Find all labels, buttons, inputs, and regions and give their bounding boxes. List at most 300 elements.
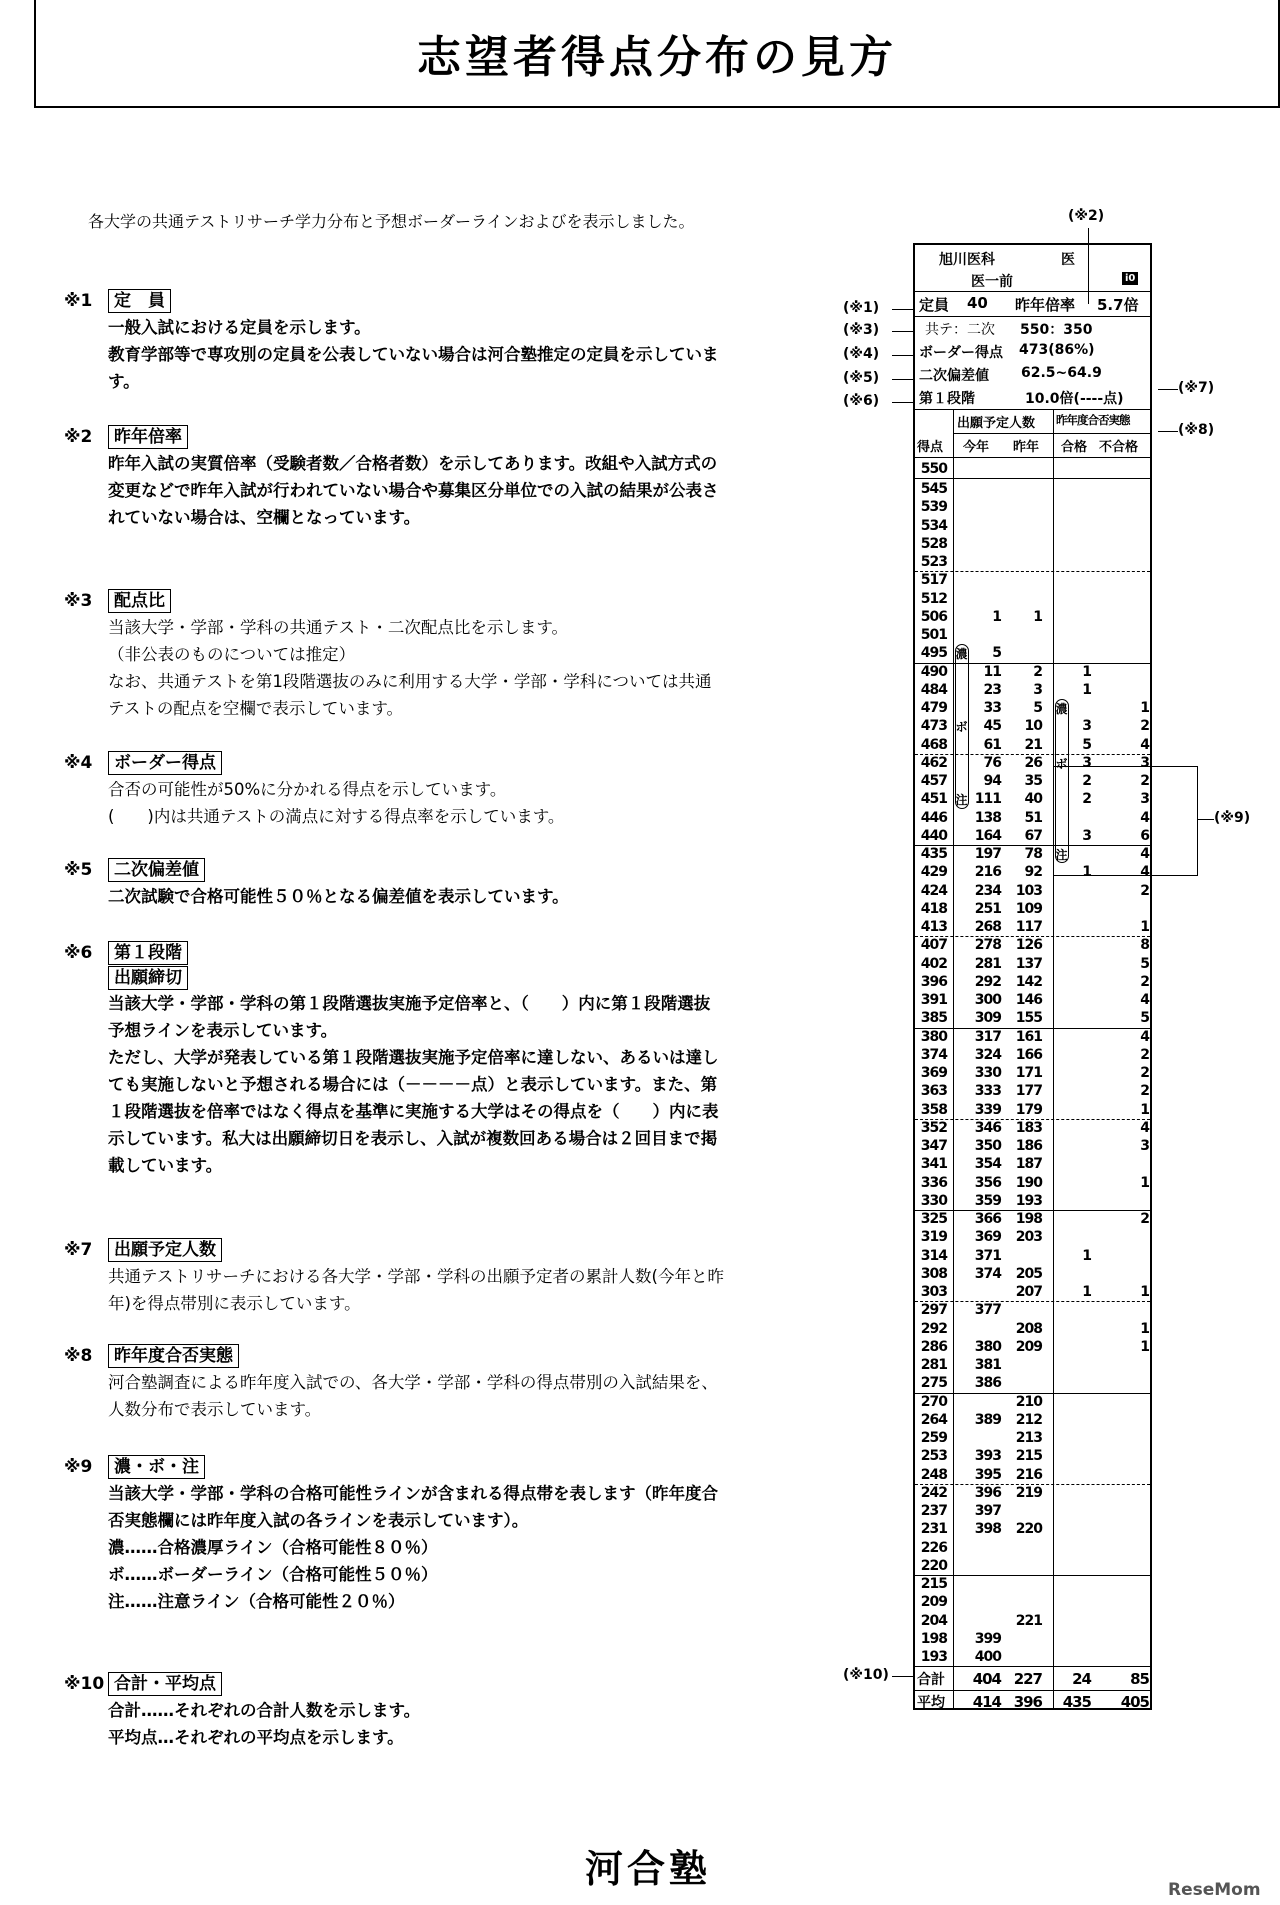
section-label: 合計・平均点 <box>108 1672 222 1696</box>
failed-cell <box>1105 1228 1149 1246</box>
passed-cell <box>1071 991 1091 1009</box>
applicants-this-year-cell: 1 <box>992 608 1001 625</box>
applicants-this-year-cell: 23 <box>983 681 1001 698</box>
section-number: ※2 <box>64 427 93 447</box>
failed-cell <box>1105 1447 1149 1465</box>
section-number: ※4 <box>64 753 93 773</box>
failed-cell: 1 <box>1140 1284 1149 1300</box>
total-divider <box>915 1666 1150 1667</box>
failed-cell <box>1105 626 1149 644</box>
passed-cell <box>1071 1082 1091 1100</box>
section-body: 濃……合格濃厚ライン（合格可能性８０％） <box>108 1538 438 1557</box>
section-number: ※5 <box>64 860 93 880</box>
section-label: ボーダー得点 <box>108 751 222 775</box>
passed-cell <box>1071 590 1091 608</box>
failed-cell <box>1105 480 1149 498</box>
failed-cell <box>1105 1374 1149 1392</box>
passed-cell: 2 <box>1082 791 1091 808</box>
applicants-this-year-cell: 5 <box>992 645 1001 662</box>
passed-cell: 1 <box>1082 663 1091 680</box>
applicants-this-year-cell <box>971 1557 1001 1575</box>
applicants-last-year-cell <box>1006 1502 1042 1520</box>
section-2 <box>64 424 724 531</box>
faculty-name: 医 <box>1061 252 1075 268</box>
score-cell: 347 <box>920 1138 947 1154</box>
section-label: 濃・ボ・注 <box>108 1455 205 1479</box>
passed-cell <box>1071 1356 1091 1374</box>
applicants-last-year-cell: 166 <box>1015 1046 1042 1063</box>
failed-cell: 2 <box>1140 1065 1149 1081</box>
applicants-last-year-cell: 187 <box>1015 1156 1042 1173</box>
score-top: 550 <box>920 461 947 477</box>
failed-cell: 4 <box>1140 1028 1149 1045</box>
applicants-this-year-cell: 11 <box>983 663 1001 680</box>
applicants-last-year-cell: 215 <box>1015 1448 1042 1465</box>
callout-9: (※9) <box>1214 810 1251 826</box>
stage1-value: 10.0倍(----点) <box>1025 391 1124 407</box>
passed-cell: 1 <box>1082 1247 1091 1264</box>
failed-cell: 5 <box>1140 955 1149 972</box>
passed-cell <box>1071 918 1091 936</box>
applicants-last-year-cell <box>1006 1539 1042 1557</box>
failed-cell: 2 <box>1140 973 1149 990</box>
applicants-this-year-cell <box>971 1320 1001 1338</box>
section-body: ただし、大学が発表している第１段階選抜実施予定倍率に達しない、あるいは達しても実施しないと予想される場合には（－－－－点）と表示しています。また、第１段階選抜を倍率ではなく得点を基準に実施する大学はその得点を（ ）内に表示しています。私大は出願締切日を表示し、入試が複数回ある場合は２回目まで掲載しています。 <box>108 1048 719 1175</box>
score-cell: 539 <box>920 499 947 516</box>
failed-cell <box>1105 1520 1149 1538</box>
section-label: 昨年倍率 <box>108 425 188 449</box>
failed-cell <box>1105 590 1149 608</box>
passed-cell <box>1071 1119 1091 1137</box>
passed-cell <box>1071 1520 1091 1538</box>
score-cell: 391 <box>920 992 947 1008</box>
total-cell: 85 <box>1130 1670 1149 1689</box>
score-cell: 451 <box>920 791 947 808</box>
section-number: ※9 <box>64 1457 93 1477</box>
applicants-this-year-cell: 76 <box>983 754 1001 771</box>
passed-cell <box>1071 1064 1091 1082</box>
passed-cell <box>1071 882 1091 900</box>
section-5 <box>64 857 724 910</box>
passed-cell <box>1071 1046 1091 1064</box>
score-cell: 352 <box>920 1119 947 1136</box>
score-cell: 237 <box>920 1503 947 1519</box>
failed-cell <box>1105 608 1149 626</box>
failed-cell <box>1105 535 1149 553</box>
callout-4: (※4) <box>843 346 880 362</box>
callout-6: (※6) <box>843 393 880 409</box>
failed-cell <box>1105 498 1149 516</box>
score-cell: 281 <box>920 1357 947 1373</box>
applicants-last-year-cell: 3 <box>1033 681 1042 698</box>
passed-cell <box>1071 1265 1091 1283</box>
failed-cell <box>1105 1612 1149 1630</box>
applicants-last-year-cell: 190 <box>1015 1174 1042 1191</box>
applicants-this-year-cell <box>971 1283 1001 1301</box>
applicants-last-year-cell <box>1006 553 1042 571</box>
passed-cell <box>1071 1502 1091 1520</box>
sample-table <box>913 243 1152 1710</box>
university-name: 旭川医科 <box>939 252 995 268</box>
applicants-this-year-cell <box>971 1575 1001 1593</box>
applicants-last-year-cell: 161 <box>1015 1028 1042 1045</box>
score-cell: 380 <box>920 1028 947 1045</box>
applicants-this-year-cell: 350 <box>974 1138 1001 1154</box>
column-divider <box>953 409 954 1708</box>
score-cell: 501 <box>920 627 947 643</box>
section-6 <box>64 940 724 1179</box>
applicants-last-year-cell: 155 <box>1015 1010 1042 1027</box>
score-cell: 473 <box>920 718 947 735</box>
score-cell: 468 <box>920 736 947 753</box>
applicants-this-year-cell: 393 <box>974 1448 1001 1465</box>
failed-cell: 5 <box>1140 1010 1149 1027</box>
hdr-applicants: 出願予定人数 <box>957 416 1036 431</box>
avg-cell: 405 <box>1120 1693 1149 1712</box>
failed-cell <box>1105 681 1149 699</box>
failed-cell <box>1105 663 1149 681</box>
section-header <box>64 1671 724 1697</box>
passed-cell <box>1071 1630 1091 1648</box>
hensachi-value: 62.5~64.9 <box>1021 365 1102 381</box>
failed-cell: 1 <box>1140 1338 1149 1355</box>
failed-cell <box>1105 1539 1149 1557</box>
score-cell: 374 <box>920 1046 947 1063</box>
applicants-last-year-cell <box>1006 1557 1042 1575</box>
callout-line <box>892 402 914 403</box>
failed-cell: 4 <box>1140 1119 1149 1136</box>
applicants-last-year-cell: 51 <box>1024 809 1042 826</box>
failed-cell: 3 <box>1140 1138 1149 1154</box>
applicants-last-year-cell: 203 <box>1015 1229 1042 1246</box>
section-body: 当該大学・学部・学科の第１段階選抜実施予定倍率と、（ ）内に第１段階選抜予想ラインを表示しています。 <box>108 994 711 1040</box>
passed-cell: 3 <box>1082 718 1091 735</box>
failed-cell <box>1105 517 1149 535</box>
score-cell: 402 <box>920 955 947 972</box>
applicants-last-year-cell: 193 <box>1015 1192 1042 1209</box>
applicants-this-year-cell: 346 <box>974 1119 1001 1136</box>
callout-line <box>892 1676 914 1677</box>
applicants-last-year-cell: 137 <box>1015 955 1042 972</box>
applicants-last-year-cell: 207 <box>1015 1284 1042 1300</box>
hdr-this-year: 今年 <box>963 440 990 455</box>
applicants-this-year-cell <box>971 1429 1001 1447</box>
applicants-last-year-cell: 179 <box>1015 1101 1042 1118</box>
applicants-this-year-cell: 330 <box>974 1065 1001 1081</box>
applicants-this-year-cell: 251 <box>974 900 1001 917</box>
applicants-this-year-cell: 397 <box>974 1503 1001 1519</box>
hdr-last-year: 昨年 <box>1013 440 1040 455</box>
applicants-this-year-cell: 94 <box>983 773 1001 789</box>
applicants-this-year-cell: 138 <box>974 809 1001 826</box>
score-cell: 479 <box>920 700 947 716</box>
hdr-fail: 不合格 <box>1099 440 1139 455</box>
callout-3: (※3) <box>843 322 880 338</box>
section-label: 定 員 <box>108 289 171 313</box>
applicants-this-year-cell: 281 <box>974 955 1001 972</box>
failed-cell: 4 <box>1140 736 1149 753</box>
passed-cell <box>1071 1338 1091 1356</box>
applicants-last-year-cell: 2 <box>1033 663 1042 680</box>
passed-cell <box>1071 1539 1091 1557</box>
callout-line <box>892 379 914 380</box>
score-cell: 226 <box>920 1539 947 1556</box>
passed-cell <box>1071 1101 1091 1119</box>
score-cell: 231 <box>920 1521 947 1538</box>
callout-2-line <box>1088 228 1089 304</box>
failed-cell: 3 <box>1140 754 1149 771</box>
applicants-this-year-cell <box>971 571 1001 589</box>
haiten-value: 550：350 <box>1020 322 1093 338</box>
section-body: 平均点…それぞれの平均点を示します。 <box>108 1728 404 1747</box>
passed-cell <box>1071 626 1091 644</box>
kawaijuku-logo: 河合塾 <box>585 1847 712 1891</box>
applicants-this-year-cell: 356 <box>974 1174 1001 1191</box>
applicants-last-year-cell: 210 <box>1015 1393 1042 1410</box>
applicants-last-year-cell: 209 <box>1015 1338 1042 1355</box>
section-body: 合計……それぞれの合計人数を示します。 <box>108 1701 421 1720</box>
score-cell: 545 <box>920 481 947 497</box>
score-cell: 275 <box>920 1375 947 1392</box>
callout-7: (※7) <box>1178 380 1215 396</box>
applicants-this-year-cell: 278 <box>974 937 1001 954</box>
passed-cell: 1 <box>1082 864 1091 881</box>
failed-cell <box>1105 1393 1149 1411</box>
total-cell: 24 <box>1072 1670 1091 1689</box>
callout-1: (※1) <box>843 300 880 316</box>
score-cell: 418 <box>920 900 947 917</box>
section-body: 当該大学・学部・学科の合格可能性ラインが含まれる得点帯を表します（昨年度合否実態欄には昨年度入試の各ラインを表示しています）。 <box>108 1484 719 1530</box>
score-cell: 270 <box>920 1393 947 1410</box>
applicants-this-year-cell: 396 <box>974 1484 1001 1501</box>
score-cell: 292 <box>920 1320 947 1337</box>
hdr-results: 昨年度合否実態 <box>1056 413 1130 427</box>
score-cell: 369 <box>920 1065 947 1081</box>
score-cell: 528 <box>920 535 947 552</box>
applicants-this-year-cell: 317 <box>974 1028 1001 1045</box>
applicants-this-year-cell: 371 <box>974 1247 1001 1264</box>
failed-cell: 4 <box>1140 846 1149 862</box>
passed-cell <box>1071 1612 1091 1630</box>
applicants-last-year-cell: 205 <box>1015 1265 1042 1282</box>
score-cell: 193 <box>920 1649 947 1665</box>
applicants-this-year-cell <box>971 1539 1001 1557</box>
score-cell: 396 <box>920 973 947 990</box>
failed-cell: 1 <box>1140 1101 1149 1118</box>
score-cell: 484 <box>920 681 947 698</box>
passed-cell: 3 <box>1082 827 1091 844</box>
applicants-this-year-cell: 381 <box>974 1357 1001 1373</box>
failed-cell <box>1105 1502 1149 1520</box>
failed-cell <box>1105 900 1149 918</box>
applicants-this-year-cell: 45 <box>983 718 1001 735</box>
section-body: なお、共通テストを第1段階選抜のみに利用する大学・学部・学科については共通テストの配点を空欄で表示しています。 <box>108 672 712 718</box>
failed-cell: 2 <box>1140 1211 1149 1227</box>
applicants-this-year-cell: 339 <box>974 1101 1001 1118</box>
score-cell: 325 <box>920 1211 947 1227</box>
hdr-pass: 合格 <box>1061 440 1088 455</box>
applicants-this-year-cell <box>971 626 1001 644</box>
score-cell: 319 <box>920 1229 947 1246</box>
failed-cell <box>1105 1192 1149 1210</box>
section-header <box>64 588 724 614</box>
passed-cell <box>1071 1393 1091 1411</box>
failed-cell: 2 <box>1140 718 1149 735</box>
applicants-last-year-cell <box>1006 1575 1042 1593</box>
score-cell: 220 <box>920 1557 947 1574</box>
applicants-this-year-cell <box>971 1612 1001 1630</box>
applicants-this-year-cell <box>971 480 1001 498</box>
section-4 <box>64 750 724 830</box>
failed-cell <box>1105 571 1149 589</box>
callout-5: (※5) <box>843 370 880 386</box>
applicants-this-year-cell: 268 <box>974 919 1001 935</box>
section-body: ( )内は共通テストの満点に対する得点率を示しています。 <box>108 807 565 826</box>
callout-line <box>892 331 914 332</box>
passed-cell: 1 <box>1082 1284 1091 1300</box>
applicants-last-year-cell: 40 <box>1024 791 1042 808</box>
score-cell: 204 <box>920 1612 947 1629</box>
dense-line-mark: 濃 <box>1055 702 1068 716</box>
hensachi-label: 二次偏差値 <box>919 368 989 384</box>
section-header <box>64 940 724 966</box>
passed-cell <box>1071 498 1091 516</box>
section-label: 配点比 <box>108 589 171 613</box>
score-cell: 363 <box>920 1083 947 1100</box>
applicants-this-year-cell <box>971 498 1001 516</box>
applicants-last-year-cell: 208 <box>1015 1320 1042 1337</box>
score-cell: 407 <box>920 937 947 954</box>
ratio-value: 5.7倍 <box>1097 296 1139 314</box>
applicants-this-year-cell: 33 <box>983 700 1001 716</box>
passed-cell <box>1071 1210 1091 1228</box>
applicants-last-year-cell <box>1006 571 1042 589</box>
applicants-last-year-cell: 146 <box>1015 992 1042 1008</box>
caution-line-mark: 注 <box>1055 848 1068 862</box>
dept-name: 医一前 <box>971 274 1013 290</box>
score-cell: 242 <box>920 1484 947 1501</box>
failed-cell: 1 <box>1140 700 1149 716</box>
passed-cell <box>1071 535 1091 553</box>
passed-cell <box>1071 1174 1091 1192</box>
callout-10: (※10) <box>843 1667 889 1683</box>
watermark: ReseMom <box>1168 1880 1261 1900</box>
applicants-last-year-cell: 212 <box>1015 1411 1042 1428</box>
score-cell: 517 <box>920 572 947 589</box>
applicants-last-year-cell: 67 <box>1024 827 1042 844</box>
section-header <box>64 857 724 883</box>
failed-cell: 2 <box>1140 1083 1149 1100</box>
section-label: 二次偏差値 <box>108 858 205 882</box>
applicants-last-year-cell <box>1006 1356 1042 1374</box>
applicants-last-year-cell: 1 <box>1033 608 1042 625</box>
passed-cell: 3 <box>1082 754 1091 771</box>
section-body: 合否の可能性が50%に分かれる得点を示しています。 <box>108 780 507 799</box>
applicants-this-year-cell: 216 <box>974 864 1001 881</box>
failed-cell <box>1105 1356 1149 1374</box>
applicants-this-year-cell: 292 <box>974 973 1001 990</box>
applicants-last-year-cell <box>1006 1374 1042 1392</box>
passed-cell <box>1071 900 1091 918</box>
score-cell: 413 <box>920 919 947 935</box>
section-body: 昨年入試の実質倍率（受験者数／合格者数）を示してあります。改組や入試方式の変更などで昨年入試が行われていない場合や募集区分単位での入試の結果が公表されていない場合は、空欄となっています。 <box>108 454 719 527</box>
applicants-last-year-cell: 183 <box>1015 1119 1042 1136</box>
title-box <box>34 0 1280 108</box>
passed-cell <box>1071 1155 1091 1173</box>
applicants-last-year-cell: 177 <box>1015 1083 1042 1100</box>
section-header <box>64 1237 724 1263</box>
passed-cell: 5 <box>1082 736 1091 753</box>
applicants-last-year-cell <box>1006 498 1042 516</box>
score-cell: 264 <box>920 1411 947 1428</box>
applicants-this-year-cell <box>971 553 1001 571</box>
capacity-label: 定員 <box>919 296 950 314</box>
applicants-last-year-cell <box>1006 1247 1042 1265</box>
passed-cell <box>1071 1648 1091 1666</box>
total-cell: 227 <box>1013 1670 1042 1689</box>
score-cell: 314 <box>920 1247 947 1264</box>
passed-cell <box>1071 1009 1091 1027</box>
applicants-last-year-cell: 198 <box>1015 1211 1042 1227</box>
intro-text: 各大学の共通テストリサーチ学力分布と予想ボーダーラインおよびを表示しました。 <box>88 212 695 231</box>
applicants-last-year-cell: 221 <box>1015 1612 1042 1629</box>
passed-cell <box>1071 1137 1091 1155</box>
applicants-last-year-cell: 213 <box>1015 1430 1042 1446</box>
failed-cell <box>1105 1411 1149 1429</box>
score-cell: 424 <box>920 882 947 899</box>
failed-cell <box>1105 1301 1149 1319</box>
passed-cell <box>1071 1575 1091 1593</box>
failed-cell <box>1105 1429 1149 1447</box>
applicants-this-year-cell: 399 <box>974 1630 1001 1647</box>
passed-cell <box>1071 699 1091 717</box>
applicants-last-year-cell: 117 <box>1015 919 1042 935</box>
score-cell: 286 <box>920 1338 947 1355</box>
failed-cell <box>1105 1648 1149 1666</box>
passed-cell <box>1071 1447 1091 1465</box>
applicants-this-year-cell: 374 <box>974 1265 1001 1282</box>
callout-8: (※8) <box>1178 422 1215 438</box>
callout-2: (※2) <box>1068 208 1105 224</box>
failed-cell: 1 <box>1140 1174 1149 1191</box>
score-cell: 435 <box>920 846 947 862</box>
callout-line <box>1198 819 1214 820</box>
applicants-this-year-cell: 61 <box>983 736 1001 753</box>
callout-9-bracket <box>1053 766 1198 876</box>
applicants-this-year-cell: 309 <box>974 1010 1001 1027</box>
applicants-this-year-cell: 380 <box>974 1338 1001 1355</box>
passed-cell <box>1071 644 1091 662</box>
passed-cell <box>1071 1484 1091 1502</box>
section-body: （非公表のものについては推定） <box>108 645 356 664</box>
badge: i0 <box>1122 272 1138 285</box>
column-divider <box>1053 409 1054 1708</box>
avg-divider <box>915 1690 1150 1691</box>
failed-cell <box>1105 1557 1149 1575</box>
failed-cell: 8 <box>1140 937 1149 954</box>
applicants-this-year-cell: 400 <box>974 1649 1001 1665</box>
avg-label: 平均 <box>917 1695 945 1712</box>
capacity-value: 40 <box>967 294 988 312</box>
passed-cell <box>1071 1192 1091 1210</box>
section-label: 昨年度合否実態 <box>108 1344 239 1368</box>
applicants-last-year-cell <box>1006 517 1042 535</box>
applicants-this-year-cell: 300 <box>974 992 1001 1008</box>
failed-cell <box>1105 1155 1149 1173</box>
applicants-last-year-cell: 10 <box>1024 718 1042 735</box>
section-label-2: 出願締切 <box>108 966 188 990</box>
score-cell: 457 <box>920 773 947 789</box>
